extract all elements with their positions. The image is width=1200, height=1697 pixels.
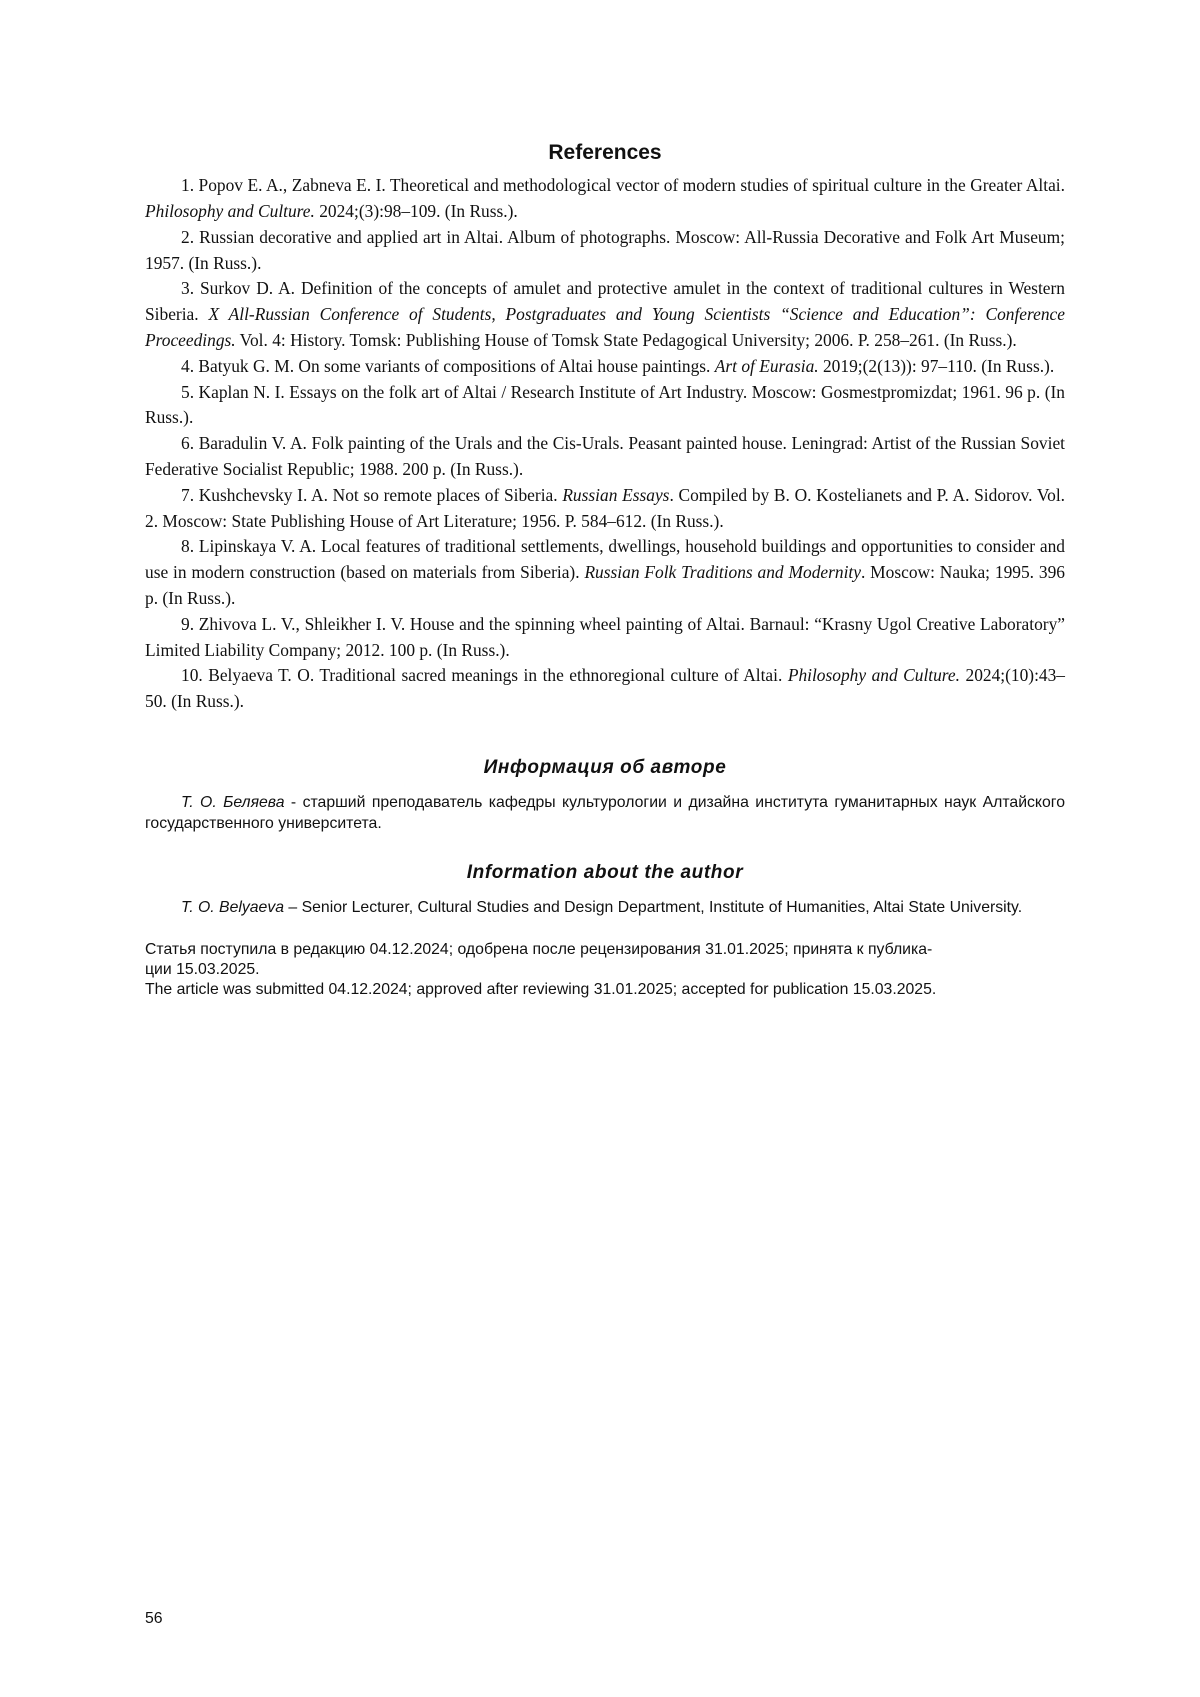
reference-details: 2024;(3):98–109. (In Russ.). xyxy=(315,201,518,221)
references-heading: References xyxy=(145,140,1065,165)
reference-text: 1. Popov E. A., Zabneva E. I. Theoretical and methodological vector of modern studies of spiritual culture in the Greater Altai. xyxy=(181,175,1065,195)
reference-details: Vol. 4: History. Tomsk: Publishing House of Tomsk State Pedagogical University; 2006. P. 258–261. (In Russ.). xyxy=(236,330,1017,350)
author-info-en-heading: Information about the author xyxy=(145,862,1065,885)
author-description-en: – Senior Lecturer, Cultural Studies and Design Department, Institute of Humanities, Altai State University. xyxy=(284,899,1022,916)
reference-text: 4. Batyuk G. M. On some variants of compositions of Altai house paintings. xyxy=(181,356,715,376)
reference-item-8 xyxy=(145,534,1065,611)
reference-item-1 xyxy=(145,173,1065,225)
author-info-ru xyxy=(145,792,1065,834)
reference-item-3 xyxy=(145,276,1065,353)
reference-text: 3. Surkov D. A. Definition of the concepts of amulet and protective amulet in the context of traditional cultures in Western Siberia. xyxy=(145,278,1065,324)
reference-source: Philosophy and Culture. xyxy=(788,665,960,685)
reference-details: . Compiled by B. O. Kostelianets and P. A. Sidorov. Vol. 2. Moscow: State Publishing House of Art Literature; 1956. P. 584–612. (In Russ.). xyxy=(145,485,1065,531)
author-name-ru: Т. О. Беляева xyxy=(181,794,285,811)
reference-text: 8. Lipinskaya V. A. Local features of traditional settlements, dwellings, household buildings and opportunities to consider and use in modern construction (based on materials from Siberia). xyxy=(145,536,1065,582)
page-content xyxy=(145,140,1065,1000)
reference-source: Art of Eurasia. xyxy=(715,356,819,376)
author-info-ru-heading: Информация об авторе xyxy=(145,757,1065,780)
reference-source: Philosophy and Culture. xyxy=(145,201,315,221)
reference-item-7 xyxy=(145,483,1065,535)
reference-item-10 xyxy=(145,663,1065,715)
reference-text: 10. Belyaeva T. O. Traditional sacred meanings in the ethnoregional culture of Altai. xyxy=(181,665,788,685)
author-info-en xyxy=(145,897,1065,918)
reference-details: 2019;(2(13)): 97–110. (In Russ.). xyxy=(819,356,1055,376)
reference-details: 2024;(10):43–50. (In Russ.). xyxy=(145,665,1065,711)
reference-source: Russian Essays xyxy=(562,485,669,505)
reference-text: 7. Kushchevsky I. A. Not so remote places of Siberia. xyxy=(181,485,562,505)
reference-details: . Moscow: Nauka; 1995. 396 p. (In Russ.). xyxy=(145,562,1065,608)
reference-text: 5. Kaplan N. I. Essays on the folk art of Altai / Research Institute of Art Industry. Moscow: Gosmestpromizdat; 1961. 96 p. (In Russ.). xyxy=(145,382,1065,428)
reference-text: 2. Russian decorative and applied art in Altai. Album of photographs. Moscow: All-Russia Decorative and Folk Art Museum; 1957. (In Russ.). xyxy=(145,227,1065,273)
references-list xyxy=(145,173,1065,715)
article-dates-ru-line2: ции 15.03.2025. xyxy=(145,960,1065,980)
page-number: 56 xyxy=(145,1610,163,1628)
author-name-en: T. O. Belyaeva xyxy=(181,899,284,916)
reference-text: 9. Zhivova L. V., Shleikher I. V. House and the spinning wheel painting of Altai. Barnaul: “Krasny Ugol Creative Laboratory” Limited Liability Company; 2012. 100 p. (In Russ.). xyxy=(145,614,1065,660)
reference-item-4 xyxy=(145,354,1065,380)
reference-source: Russian Folk Traditions and Modernity xyxy=(584,562,861,582)
reference-item-6 xyxy=(145,431,1065,483)
author-description-ru: - старший преподаватель кафедры культурологии и дизайна института гуманитарных наук Алтайского государственного университета. xyxy=(145,794,1065,832)
article-dates-en: The article was submitted 04.12.2024; approved after reviewing 31.01.2025; accepted for publication 15.03.2025. xyxy=(145,980,1065,1000)
reference-source: X All-Russian Conference of Students, Postgraduates and Young Scientists “Science and Education”: Conference Proceedings. xyxy=(145,304,1065,350)
reference-item-9 xyxy=(145,612,1065,664)
article-dates xyxy=(145,940,1065,1000)
article-dates-ru-line1: Статья поступила в редакцию 04.12.2024; одобрена после рецензирования 31.01.2025; принята к публика- xyxy=(145,940,1065,960)
reference-text: 6. Baradulin V. A. Folk painting of the Urals and the Cis-Urals. Peasant painted house. Leningrad: Artist of the Russian Soviet Federative Socialist Republic; 1988. 200 p. (In Russ.). xyxy=(145,433,1065,479)
reference-item-5 xyxy=(145,380,1065,432)
reference-item-2 xyxy=(145,225,1065,277)
